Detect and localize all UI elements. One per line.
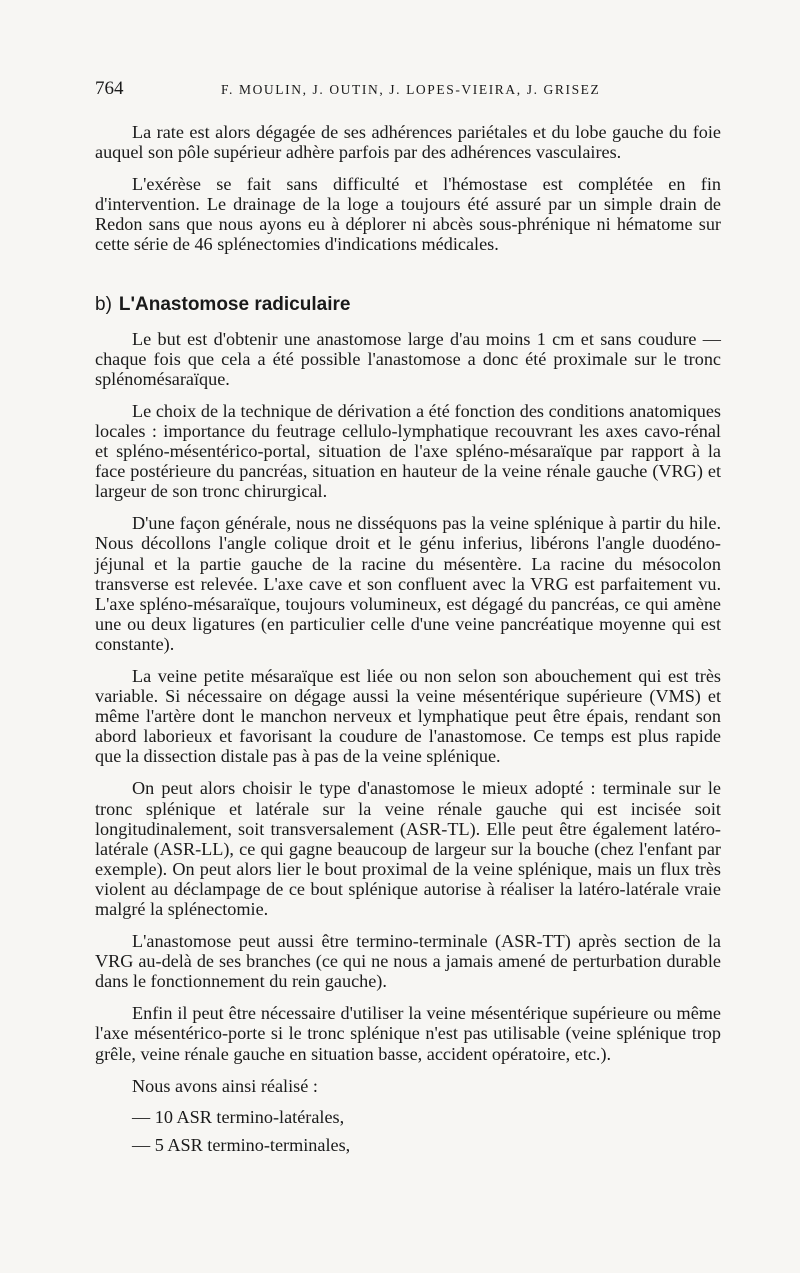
body-paragraph: On peut alors choisir le type d'anastomose le mieux adopté : terminale sur le tronc splénique et latérale sur la veine rénale gauche qui est incisée soit longitudinalement, soit transversalement (ASR-TL). Elle peut être également latéro-latérale (ASR-LL), ce qui gagne beaucoup de largeur sur la bouche (chez l'enfant par exemple). On peut alors lier le bout proximal de la veine splénique, mais un flux très violent au déclampage de ce bout splénique autorise à réaliser la latéro-latérale vraie malgré la splénectomie.: [95, 778, 721, 919]
section-title: L'Anastomose radiculaire: [118, 293, 351, 315]
page-header: [95, 78, 715, 106]
page-number: 764: [95, 78, 124, 99]
list-item: — 10 ASR termino-latérales,: [132, 1106, 345, 1127]
page-body: [95, 122, 721, 1155]
body-paragraph: Enfin il peut être nécessaire d'utiliser la veine mésentérique supérieure ou même l'axe mésentérico-porte si le tronc splénique n'est pas utilisable (veine splénique trop grêle, veine rénale gauche en situation basse, accident opératoire, etc.).: [95, 1003, 721, 1064]
body-paragraph: La veine petite mésaraïque est liée ou non selon son abouchement qui est très variable. Si nécessaire on dégage aussi la veine mésentérique supérieure (VMS) et même l'artère dont le manchon nerveux et lymphatique peut être épais, rendant son abord laborieux et favorisant la coudure de l'anastomose. Ce temps est plus rapide que la dissection distale pas à pas de la veine splénique.: [95, 665, 721, 767]
section-heading: [95, 294, 721, 316]
body-paragraph: L'anastomose peut aussi être termino-terminale (ASR-TT) après section de la VRG au-delà de ses branches (ce qui ne nous a jamais amené de perturbation durable dans le fonctionnement du rein gauche).: [95, 931, 721, 992]
list-item: — 5 ASR termino-terminales,: [132, 1134, 351, 1155]
running-head-authors: F. MOULIN, J. OUTIN, J. LOPES-VIEIRA, J. GRISEZ: [221, 82, 601, 97]
section-letter: b): [95, 293, 112, 315]
body-paragraph: L'exérèse se fait sans difficulté et l'hémostase est complétée en fin d'intervention. Le drainage de la loge a toujours été assuré par un simple drain de Redon sans que nous ayons eu à déplorer ni abcès sous-phrénique ni hématome sur cette série de 46 splénectomies d'indications médicales.: [95, 174, 721, 255]
body-paragraph: La rate est alors dégagée de ses adhérences pariétales et du lobe gauche du foie auquel son pôle supérieur adhère parfois par des adhérences vasculaires.: [95, 122, 721, 163]
body-paragraph: Nous avons ainsi réalisé :: [132, 1075, 318, 1096]
body-paragraph: Le choix de la technique de dérivation a été fonction des conditions anatomiques locales : importance du feutrage cellulo-lymphatique recouvrant les axes cavo-rénal et spléno-mésentérico-portal, situation de l'axe spléno-mésaraïque par rapport à la face postérieure du pancréas, situation en hauteur de la veine rénale gauche (VRG) et largeur de son tronc chirurgical.: [95, 400, 721, 502]
body-paragraph: D'une façon générale, nous ne disséquons pas la veine splénique à partir du hile. Nous décollons l'angle colique droit et le génu inferius, libérons l'angle duodéno-jéjunal et la partie gauche de la racine du mésentère. La racine du mésocolon transverse est relevée. L'axe cave et son confluent avec la VRG est parfaitement vu. L'axe spléno-mésaraïque, toujours volumineux, est dégagé du pancréas, ce qui amène une ou deux ligatures (en particulier celle d'une veine pancréatique moyenne qui est constante).: [95, 513, 721, 654]
body-paragraph: Le but est d'obtenir une anastomose large d'au moins 1 cm et sans coudure — chaque fois que cela a été possible l'anastomose a donc été proximale sur le tronc splénomésaraïque.: [95, 328, 721, 389]
